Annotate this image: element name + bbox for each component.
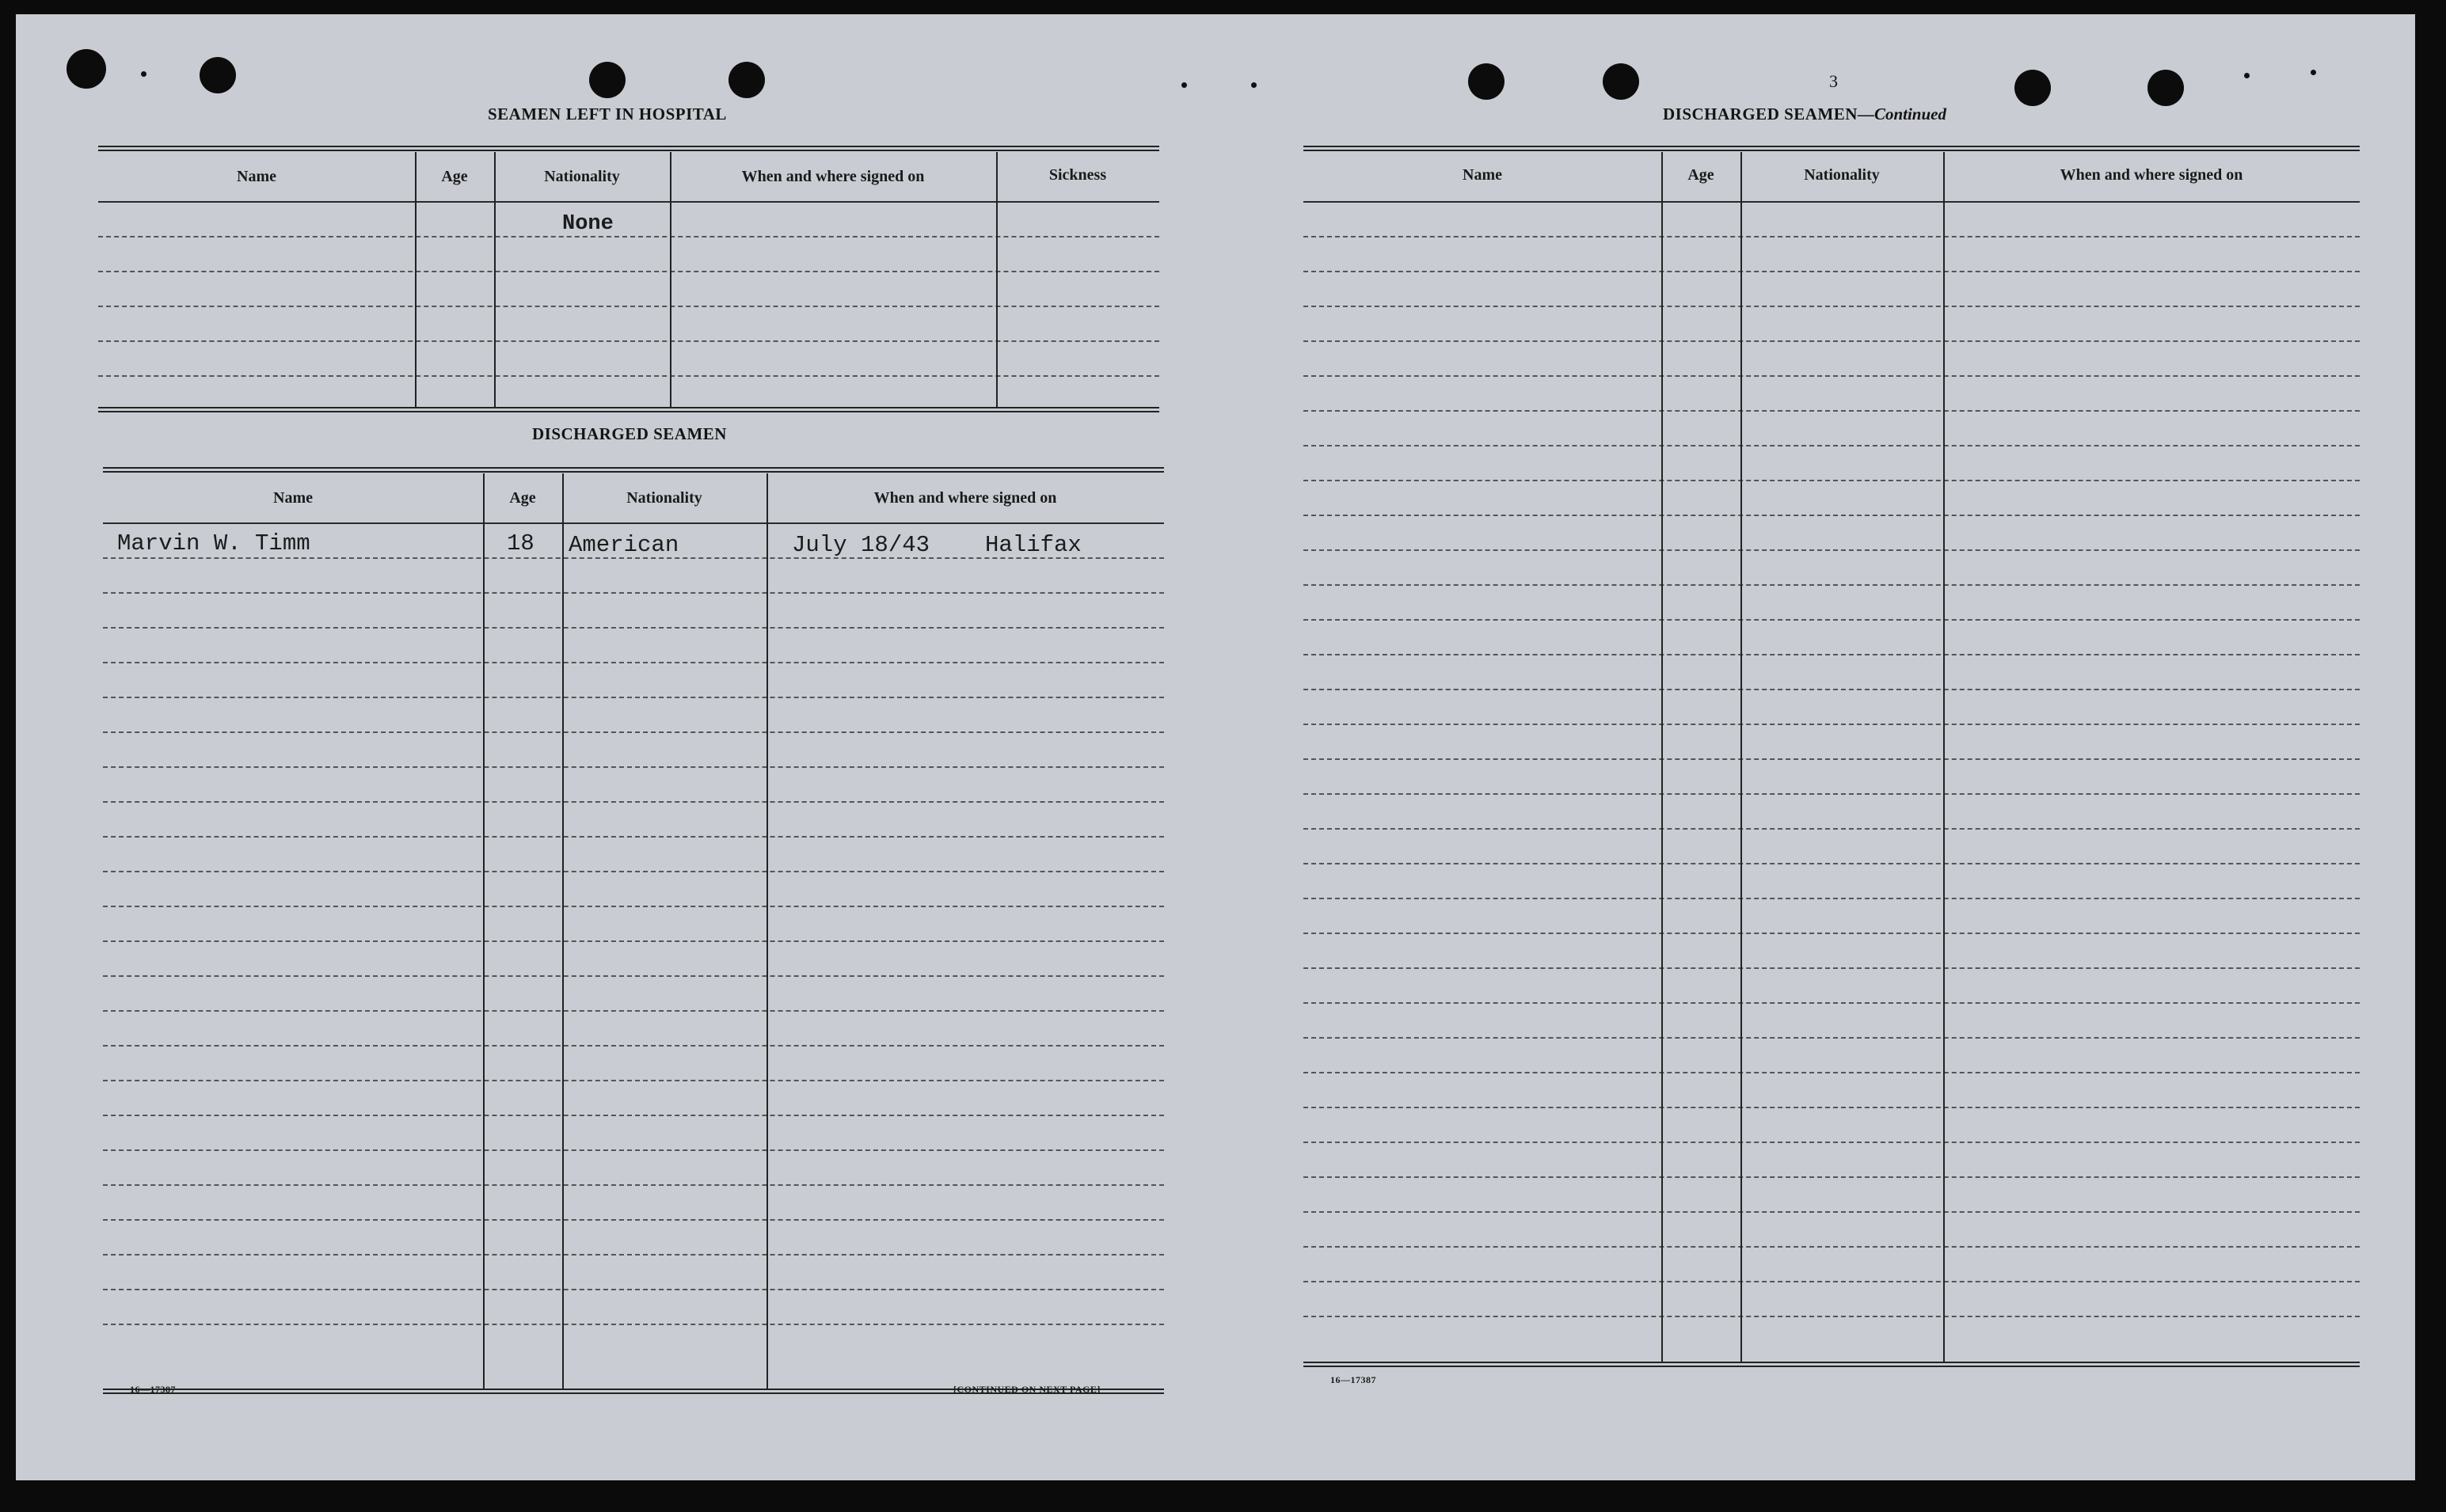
punch-hole: [1468, 63, 1504, 100]
discharged-col-age: Age: [509, 489, 536, 507]
row-name: Marvin W. Timm: [117, 530, 310, 557]
right-col-signed-on: When and where signed on: [2060, 166, 2243, 184]
punch-hole: [589, 62, 626, 98]
discharged-col-name: Name: [273, 489, 313, 507]
hospital-entry-none: None: [562, 212, 614, 236]
hospital-col-name: Name: [237, 168, 276, 185]
row-signed-date: July 18/43: [792, 532, 930, 558]
punch-hole: [200, 57, 236, 93]
punch-hole: [2014, 70, 2051, 106]
speck: [141, 71, 146, 77]
discharged-col-nationality: Nationality: [626, 489, 702, 507]
speck: [2244, 73, 2250, 78]
punch-hole: [728, 62, 765, 98]
punch-hole: [1603, 63, 1639, 100]
right-form-number: 16—17387: [1330, 1374, 1376, 1385]
punch-hole: [67, 49, 106, 89]
right-discharged-table: [1303, 133, 2360, 1384]
left-form-number: 16—17387: [130, 1384, 176, 1395]
page-number: 3: [1829, 71, 1838, 91]
hospital-table: [98, 133, 1159, 418]
discharged-col-signed-on: When and where signed on: [873, 489, 1057, 507]
row-nationality: American: [569, 532, 679, 558]
discharged-table: [103, 454, 1164, 1396]
right-title-main: DISCHARGED SEAMEN: [1663, 104, 1858, 123]
discharged-title: DISCHARGED SEAMEN: [532, 424, 727, 443]
hospital-col-age: Age: [441, 168, 468, 185]
right-col-nationality: Nationality: [1804, 166, 1880, 184]
hospital-title: SEAMEN LEFT IN HOSPITAL: [488, 104, 727, 123]
right-col-age: Age: [1687, 166, 1714, 184]
speck: [1181, 82, 1187, 88]
right-title-continued: —Continued: [1857, 104, 1946, 123]
right-col-name: Name: [1463, 166, 1502, 184]
punch-hole: [2147, 70, 2184, 106]
row-signed-place: Halifax: [985, 532, 1082, 558]
speck: [1251, 82, 1257, 88]
right-title: [1663, 104, 1946, 124]
hospital-col-nationality: Nationality: [544, 168, 620, 185]
hospital-col-signed-on: When and where signed on: [741, 168, 925, 185]
continued-note: [CONTINUED ON NEXT PAGE]: [953, 1384, 1101, 1395]
row-age: 18: [507, 530, 534, 557]
speck: [2311, 70, 2316, 75]
hospital-col-sickness: Sickness: [1048, 166, 1107, 184]
document-page: [16, 14, 2415, 1480]
